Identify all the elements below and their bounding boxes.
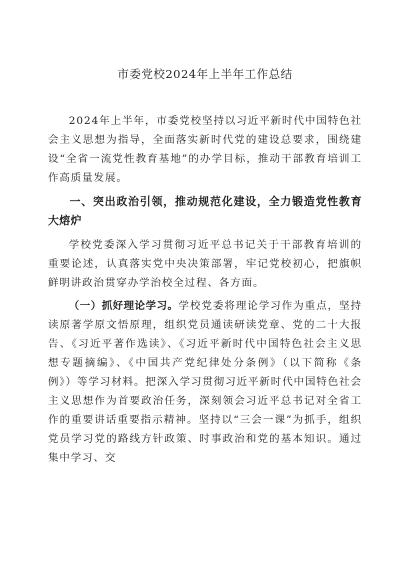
section-heading: 一、突出政治引领，推动规范化建设，全力锻造党性教育大熔炉 bbox=[48, 195, 362, 227]
subsection-paragraph bbox=[48, 297, 362, 468]
document-title: 市委党校2024年上半年工作总结 bbox=[117, 67, 293, 81]
subsection-lead: （一）抓好理论学习。 bbox=[68, 300, 179, 312]
subsection-text: 学校党委将理论学习作为重点，坚持读原著学原文悟原理，组织党员通读研读党章、党的二十大报告、《习近平著作选读》、《习近平新时代中国特色社会主义思想专题摘编》、《中国共产党纪律处分条例》（以下简称《条例》）等学习材料。把深入学习贯彻习近平新时代中国特色社会主义思想作为首要政治任务，深刻领会习近平总书记对全省工作的重要讲话重要指示精神。坚持以“三会一课”为抓手，组织党员学习党的路线方针政策、时事政治和党的基本知识。通过集中学习、交 bbox=[48, 300, 363, 464]
section-paragraph: 学校党委深入学习贯彻习近平总书记关于干部教育培训的重要论述，认真落实党中央决策部署，牢记党校初心，把旗帜鲜明讲政治贯穿办学治校全过程、各方面。 bbox=[48, 239, 362, 289]
intro-paragraph: 2024年上半年，市委党校坚持以习近平新时代中国特色社会主义思想为指导，全面落实新时代党的建设总要求，围绕建设“全省一流党性教育基地”的办学目标，推动干部教育培训工作高质量发展。 bbox=[48, 115, 362, 184]
